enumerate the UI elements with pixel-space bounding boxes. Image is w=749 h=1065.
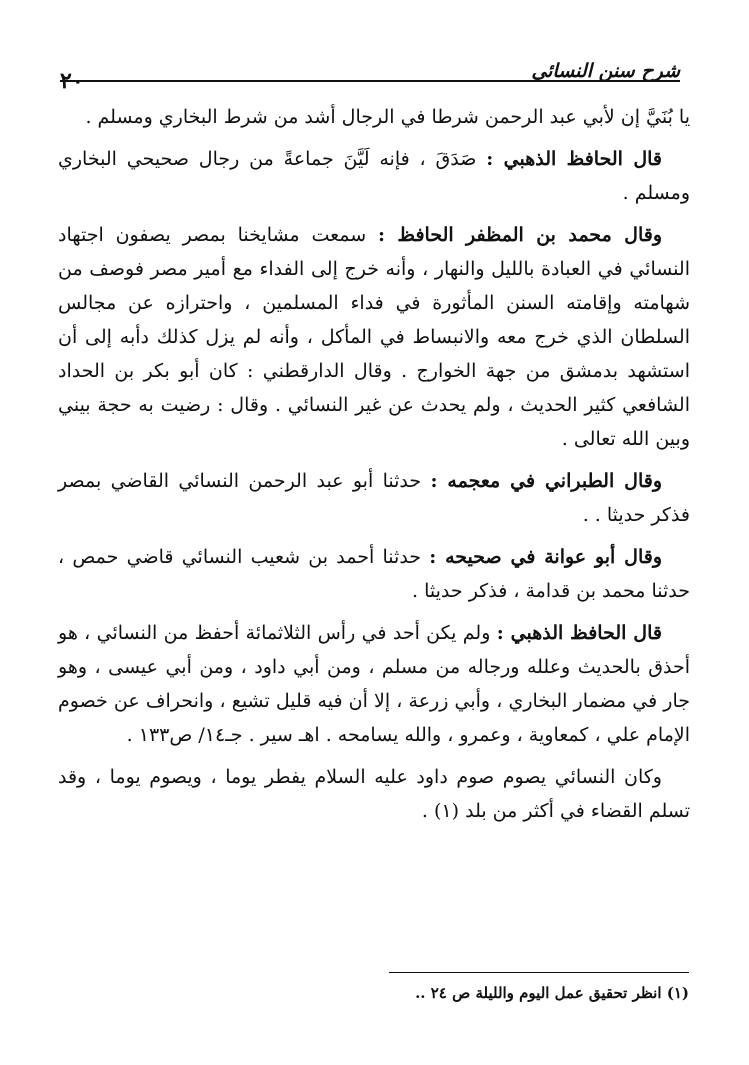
paragraph-6 [58,616,690,752]
paragraph-4-text: حدثنا أبو عبد الرحمن النسائي القاضي بمصر فذكر حديثا . . [58,470,690,526]
paragraph-4-lead: وقال الطبراني في معجمه : [430,470,662,492]
paragraph-3 [58,218,690,456]
paragraph-5 [58,540,690,608]
header-rule [60,80,680,82]
paragraph-2-text: صَدَقَ ، فإنه لَيَّنَ جماعةً من رجال صحيحي البخاري ومسلم . [58,148,690,204]
page-number: ٢٠ [60,68,84,94]
footnote-rule [389,972,689,973]
paragraph-1 [58,100,690,134]
paragraph-1-text: يا بُنَيَّ إن لأبي عبد الرحمن شرطا في الرجال أشد من شرط البخاري ومسلم . [85,106,690,128]
book-title: شرح سنن النسائي [531,60,680,82]
paragraph-2-lead: قال الحافظ الذهبي : [486,148,663,170]
paragraph-4 [58,464,690,532]
paragraph-3-text: سمعت مشايخنا بمصر يصفون اجتهاد النسائي في العبادة بالليل والنهار ، وأنه خرج إلى الفداء مع أمير مصر فوصف من شهامته وإقامته السنن المأثورة في فداء المسلمين ، واحترازه عن مجالس السلطان الذي خرج معه والانبساط في المأكل ، وأنه لم يزل كذلك دأبه إلى أن استشهد بدمشق من جهة الخوارج . وقال الدارقطني : كان أبو بكر بن الحداد الشافعي كثير الحديث ، ولم يحدث عن غير النسائي . وقال : رضيت به حجة بيني وبين الله تعالى . [58,224,690,450]
paragraph-6-lead: قال الحافظ الذهبي : [496,622,662,644]
footnote: (١) انظر تحقيق عمل اليوم والليلة ص ٢٤ .. [415,984,689,1002]
paragraph-5-text: حدثنا أحمد بن شعيب النسائي قاضي حمص ، حدثنا محمد بن قدامة ، فذكر حديثا . [58,546,690,602]
paragraph-5-lead: وقال أبو عوانة في صحيحه : [429,546,662,568]
paragraph-7 [58,760,690,828]
paragraph-3-lead: وقال محمد بن المظفر الحافظ : [378,224,662,246]
paragraph-2 [58,142,690,210]
page-body [58,100,690,836]
running-header [60,56,680,96]
paragraph-6-text: ولم يكن أحد في رأس الثلاثمائة أحفظ من النسائي ، هو أحذق بالحديث وعلله ورجاله من مسلم ، ومن أبي داود ، ومن أبي عيسى ، وهو جار في مضمار البخاري ، وأبي زرعة ، إلا أن فيه قليل تشيع ، وانحراف عن خصوم الإمام علي ، كمعاوية ، وعمرو ، والله يسامحه . اهـ سير . جـ١٤/ ص١٣٣ . [58,622,690,746]
paragraph-7-text: وكان النسائي يصوم صوم داود عليه السلام يفطر يوما ، ويصوم يوما ، وقد تسلم القضاء في أكثر من بلد (١) . [58,766,690,822]
